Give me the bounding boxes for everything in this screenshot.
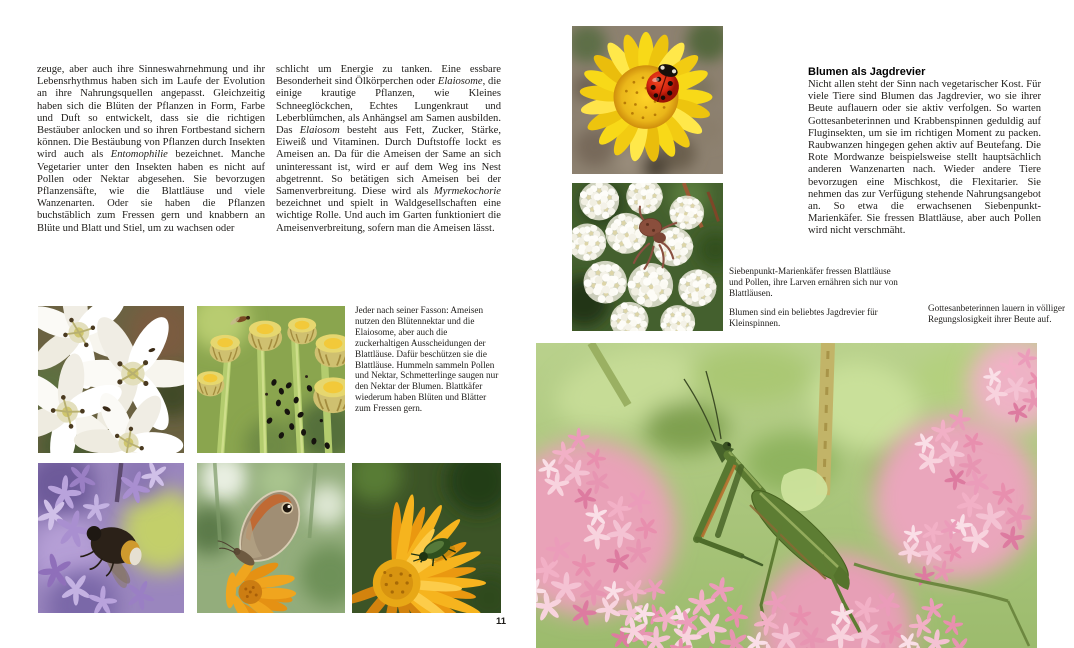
right-text-column: Nicht allen steht der Sinn nach vegetarischer Kost. Für viele Tiere sind Blumen das Jagdrevier, wo sie ihrer Beute auflauern oder sie aktiv verfolgen. So warten Gottesanbeterinnen und Krabbenspinnen geduldig auf Fluginsekten, um sie im richtigen Moment zu packen. Raubwanzen hingegen gehen aktiv auf Beutefang. Die Rote Mordwanze beispielsweise stellt hauptsächlich anderen Wanzenarten nach. Wieder andere Tiere bevorzugen eine Mischkost, die Flexitarier. Sie nehmen das zur Verfügung stehende Nahrungsangebot an. So etwa die erwachsenen Siebenpunkt-Marienkäfer. Sie fressen Blattläuse, aber auch Pollen wird nicht verschmäht. bbox=[808, 79, 1041, 237]
right-captions-block bbox=[729, 266, 901, 329]
caption-mantis: Gottesanbeterinnen lauern in völliger Regungslosigkeit ihrer Beute auf. bbox=[928, 303, 1066, 324]
aphids-illustration bbox=[197, 306, 345, 453]
bumblebee-illustration bbox=[38, 463, 184, 613]
photo-praying-mantis bbox=[536, 343, 1037, 648]
caption-spider: Blumen sind ein beliebtes Jagdrevier für Kleinspinnen. bbox=[729, 306, 878, 328]
photo-flower-beetle bbox=[352, 463, 501, 613]
ladybug-illustration bbox=[572, 26, 723, 174]
flower-beetle-illustration bbox=[352, 463, 501, 613]
photo-crab-spider bbox=[572, 183, 723, 331]
page-number: 11 bbox=[495, 616, 506, 627]
photo-bumblebee bbox=[38, 463, 184, 613]
photo-aphids bbox=[197, 306, 345, 453]
photo-ladybug bbox=[572, 26, 723, 174]
white-flowers-illustration bbox=[38, 306, 184, 453]
crab-spider-illustration bbox=[572, 183, 723, 331]
section-heading: Blumen als Jagdrevier bbox=[808, 66, 926, 78]
butterfly-illustration bbox=[197, 463, 345, 613]
photo-white-flowers bbox=[38, 306, 184, 453]
left-text-column-2: schlicht um Energie zu tanken. Eine essbare Besonderheit sind Ölkörperchen oder Elaiosome, die einige krautige Pflanzen, wie Kleines Schneeglöckchen, Echtes Lungenkraut und Leberblümchen, als Anhängsel am Samen ausbilden. Das Elaiosom besteht aus Fett, Zucker, Stärke, Eiweiß und Vitaminen. Durch Duftstoffe lockt es Ameisen an. Da für die Ameisen der Same an sich uninteressant ist, wird er auf dem Weg ins Nest abgetrennt. So betätigen sich Ameisen bei der Samenverbreitung. Diese wird als Myrmekochorie bezeichnet und spielt in Waldgesellschaften eine wichtige Rolle. Und auch im Garten funktioniert die Ameisenverbreitung, sofern man die Ameisen lässt. bbox=[276, 64, 502, 234]
photo-butterfly bbox=[197, 463, 345, 613]
praying-mantis-illustration bbox=[536, 343, 1037, 648]
caption-ladybug: Siebenpunkt-Marienkäfer fressen Blattläuse und Pollen, ihre Larven ernähren sich nur von Blattläusen. bbox=[729, 266, 898, 298]
left-photo-caption: Jeder nach seiner Fasson: Ameisen nutzen den Blütennektar und die Elaiosome, aber auch die zuckerhaltigen Ausscheidungen der Blattläuse. Dafür beschützen sie die Blattläuse. Hummeln sammeln Pollen und Nektar, Schmetterlinge saugen nur den Nektar der Blumen. Blattkäfer wiederum haben Blüten und Blätter zum Fressen gern. bbox=[355, 305, 499, 414]
left-text-column-1: zeuge, aber auch ihre Sinneswahrnehmung und ihr Lebensrhythmus haben sich im Laufe der Evolution an ihre Nahrungsquellen angepasst. Gleichzeitig haben sich die Blüten der Pflanzen in Form, Farbe und Duft so entwickelt, dass sie die richtigen Bestäuber anlocken und so ihren Fortbestand sichern können. Die Bestäubung von Pflanzen durch Insekten wird auch als Entomophilie bezeichnet. Manche Vegetarier unter den Insekten haben es nicht auf Pollen oder Nektar abgesehen. Sie bevorzugen Pflanzensäfte, wie die Blattläuse und viele Wanzenarten. Oder sie haben die Pflanzen buchstäblich zum Fressen gern und knabbern an Blüte und Blatt und Stiel, um zu wachsen oder bbox=[37, 64, 266, 234]
